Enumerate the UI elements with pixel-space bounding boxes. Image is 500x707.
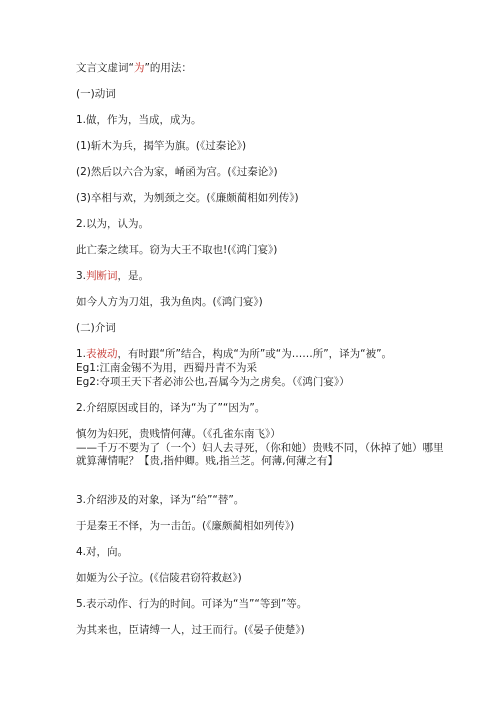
item-3-suffix: ，是。 xyxy=(117,270,150,282)
prep-item-4: 4.对，向。 xyxy=(76,546,129,558)
prep-item-1-suffix: ，有时跟“所”结合，构成“为所”或“为……所”，译为“被”。 xyxy=(117,348,393,360)
section-heading-verb: (一)动词 xyxy=(76,88,116,100)
example-2: (2)然后以六合为家，崤函为宫。(《过秦论》) xyxy=(76,166,278,178)
item-3-keyword: 判断词 xyxy=(86,270,118,282)
prep-example-1: 慎勿为妇死，贵贱情何薄。（《孔雀东南飞》） xyxy=(76,428,281,440)
title-keyword: 为 xyxy=(133,62,145,74)
prep-item-1 xyxy=(76,348,392,361)
item-3-meaning xyxy=(76,270,149,283)
prep-item-5: 5.表示动作、行为的时间。可译为“当”“等到”等。 xyxy=(76,598,308,610)
example-3: (3)卒相与欢，为刎颈之交。(《廉颇蔺相如列传》) xyxy=(76,192,299,204)
prep-item-3: 3.介绍涉及的对象，译为“给”“替”。 xyxy=(76,494,245,506)
prep-example-3: 如姬为公子泣。(《信陵君窃符救赵》) xyxy=(76,572,242,584)
item-2-meaning: 2.以为，认为。 xyxy=(76,218,150,230)
example-5: 如今人方为刀俎，我为鱼肉。(《鸿门宴》) xyxy=(76,296,263,308)
example-4: 此亡秦之续耳。窃为大王不取也!(《鸿门宴》) xyxy=(76,244,278,256)
prep-translation: ——千万不要为了（一个）妇人去寻死，（你和她）贵贱不同，（休掉了她）哪里就算薄情呢？【贵,指仲卿。贱,指兰芝。何薄,何薄之有】 xyxy=(76,442,444,467)
prep-example-2: 于是秦王不怿，为一击缶。(《廉颇蔺相如列传》) xyxy=(76,520,295,532)
item-1-meaning: 1.做，作为，当成，成为。 xyxy=(76,114,202,126)
prep-item-1-prefix: 1. xyxy=(76,348,87,360)
example-1: (1)斩木为兵，揭竿为旗。(《过秦论》) xyxy=(76,140,247,152)
prep-item-2: 2.介绍原因或目的，译为“为了”“因为”。 xyxy=(76,402,266,414)
prep-eg-2: Eg2:夺项王天下者必沛公也,吾属今为之虏矣。（《鸿门宴》） xyxy=(76,376,350,388)
doc-title xyxy=(76,62,192,75)
title-suffix: ”的用法： xyxy=(144,62,192,74)
section-heading-preposition: (二)介词 xyxy=(76,322,116,334)
title-prefix: 文言文虚词“ xyxy=(76,62,134,74)
item-3-prefix: 3. xyxy=(76,270,87,282)
prep-item-1-keyword: 表被动 xyxy=(86,348,118,360)
prep-eg-1: Eg1:江南金锡不为用，西蜀丹青不为采 xyxy=(76,362,258,374)
prep-example-4: 为其来也，臣请缚一人，过王而行。(《晏子使楚》) xyxy=(76,624,305,636)
